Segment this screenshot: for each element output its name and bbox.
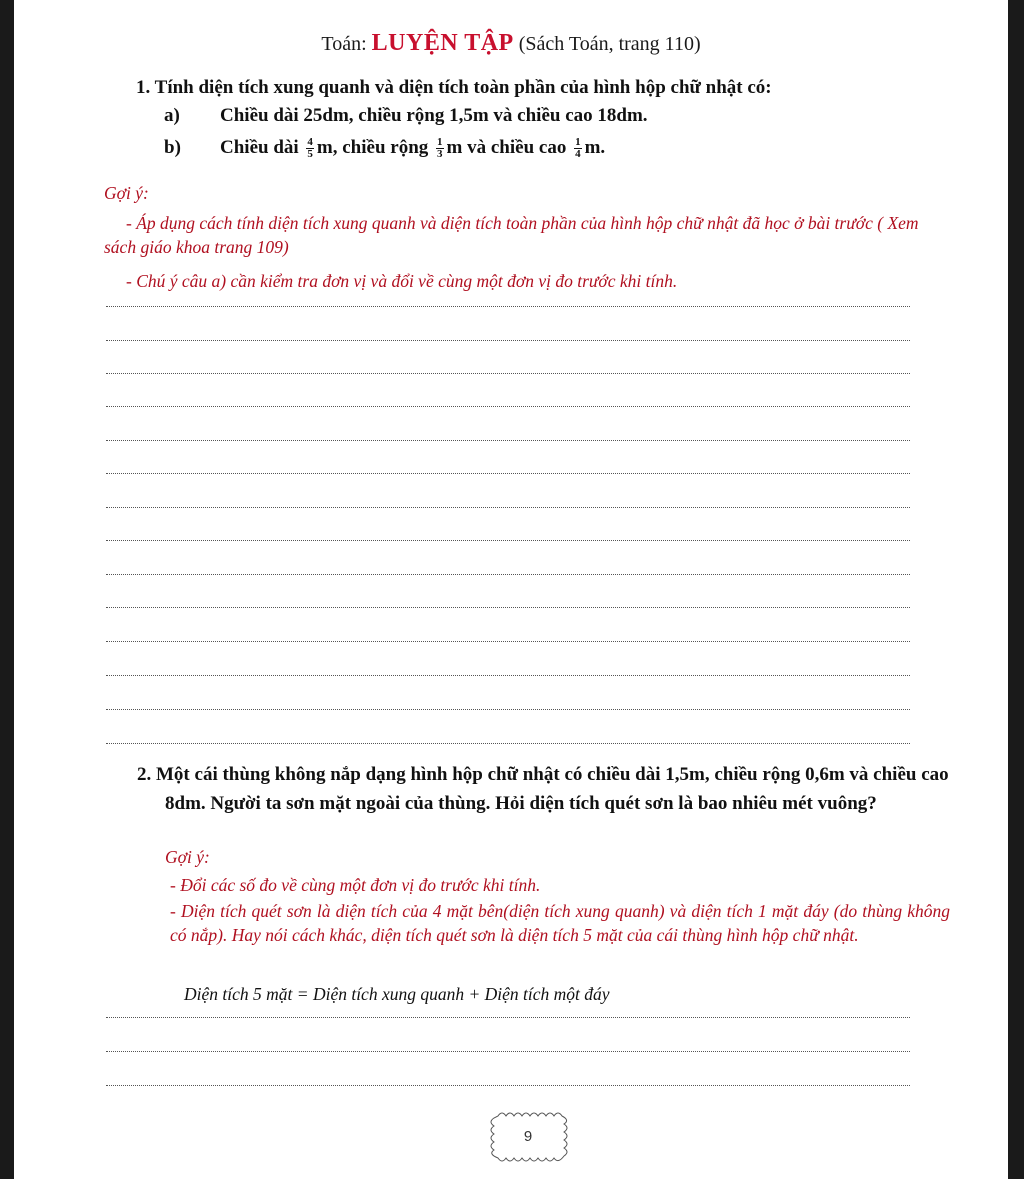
page-number-badge — [484, 1108, 572, 1168]
answer-line — [106, 607, 910, 608]
answer-line — [106, 507, 910, 508]
area-formula: Diện tích 5 mặt = Diện tích xung quanh + Diện tích một đáy — [184, 984, 610, 1004]
fraction-length-num: 4 — [307, 136, 313, 149]
title-main: LUYỆN TẬP — [371, 30, 514, 56]
question-1: 1. Tính diện tích xung quanh và diện tích toàn phần của hình hộp chữ nhật có: — [136, 77, 772, 98]
answer-line — [106, 1051, 910, 1052]
hint-1-line-2: - Chú ý câu a) cần kiểm tra đơn vị và đổi về cùng một đơn vị đo trước khi tính. — [126, 271, 678, 291]
answer-line — [106, 306, 910, 307]
page-number: 9 — [523, 1128, 533, 1145]
question-2: 2. Một cái thùng không nắp dạng hình hộp chữ nhật có chiều dài 1,5m, chiều rộng 0,6m và chiều cao 8dm. Người ta sơn mặt ngoài của thùng. Hỏi diện tích quét sơn là bao nhiêu mét vuông? — [137, 764, 949, 814]
fraction-height-den: 4 — [575, 148, 581, 161]
fraction-width — [436, 137, 444, 160]
hint-1-title: Gợi ý: — [104, 183, 149, 203]
answer-line — [106, 675, 910, 676]
answer-line — [106, 1017, 910, 1018]
fraction-width-den: 3 — [437, 148, 443, 161]
hint-2-title: Gợi ý: — [165, 847, 210, 867]
fraction-length — [306, 137, 314, 160]
fraction-height — [574, 137, 582, 160]
question-1b-text-4: m. — [584, 137, 606, 158]
answer-line — [106, 641, 910, 642]
question-1b-text-3: m và chiều cao — [446, 137, 567, 158]
question-1b-text-2: m, chiều rộng — [316, 137, 429, 158]
answer-line — [106, 1085, 910, 1086]
answer-line — [106, 340, 910, 341]
title-prefix: Toán: — [321, 33, 372, 55]
hint-2-line-2: - Diện tích quét sơn là diện tích của 4 mặt bên(diện tích xung quanh) và diện tích 1 mặt đáy (do thùng không có nắp). Hay nói cách khác, diện tích quét sơn là diện tích 5 mặt của cái thùng hình hộp chữ nhật. — [170, 901, 950, 945]
answer-line — [106, 709, 910, 710]
fraction-width-num: 1 — [437, 136, 443, 149]
question-1a-label: a) — [164, 105, 180, 126]
fraction-height-num: 1 — [575, 136, 581, 149]
fraction-length-den: 5 — [307, 148, 313, 161]
hint-1-line-1: - Áp dụng cách tính diện tích xung quanh và diện tích toàn phần của hình hộp chữ nhật đã học ở bài trước ( Xem sách giáo khoa trang 109) — [104, 213, 919, 257]
question-1b-label: b) — [164, 137, 181, 158]
page-title — [14, 30, 1008, 57]
answer-line — [106, 574, 910, 575]
answer-line — [106, 440, 910, 441]
answer-line — [106, 473, 910, 474]
answer-line — [106, 743, 910, 744]
question-1b-text-1: Chiều dài — [220, 137, 299, 158]
answer-line — [106, 540, 910, 541]
worksheet-page — [14, 0, 1008, 1179]
title-suffix: (Sách Toán, trang 110) — [513, 33, 701, 55]
question-1b — [164, 134, 924, 162]
answer-line — [106, 406, 910, 407]
hint-2-line-1: - Đổi các số đo về cùng một đơn vị đo trước khi tính. — [170, 875, 541, 895]
question-1a — [164, 102, 924, 130]
answer-line — [106, 373, 910, 374]
question-1a-text: Chiều dài 25dm, chiều rộng 1,5m và chiều cao 18dm. — [220, 105, 648, 126]
